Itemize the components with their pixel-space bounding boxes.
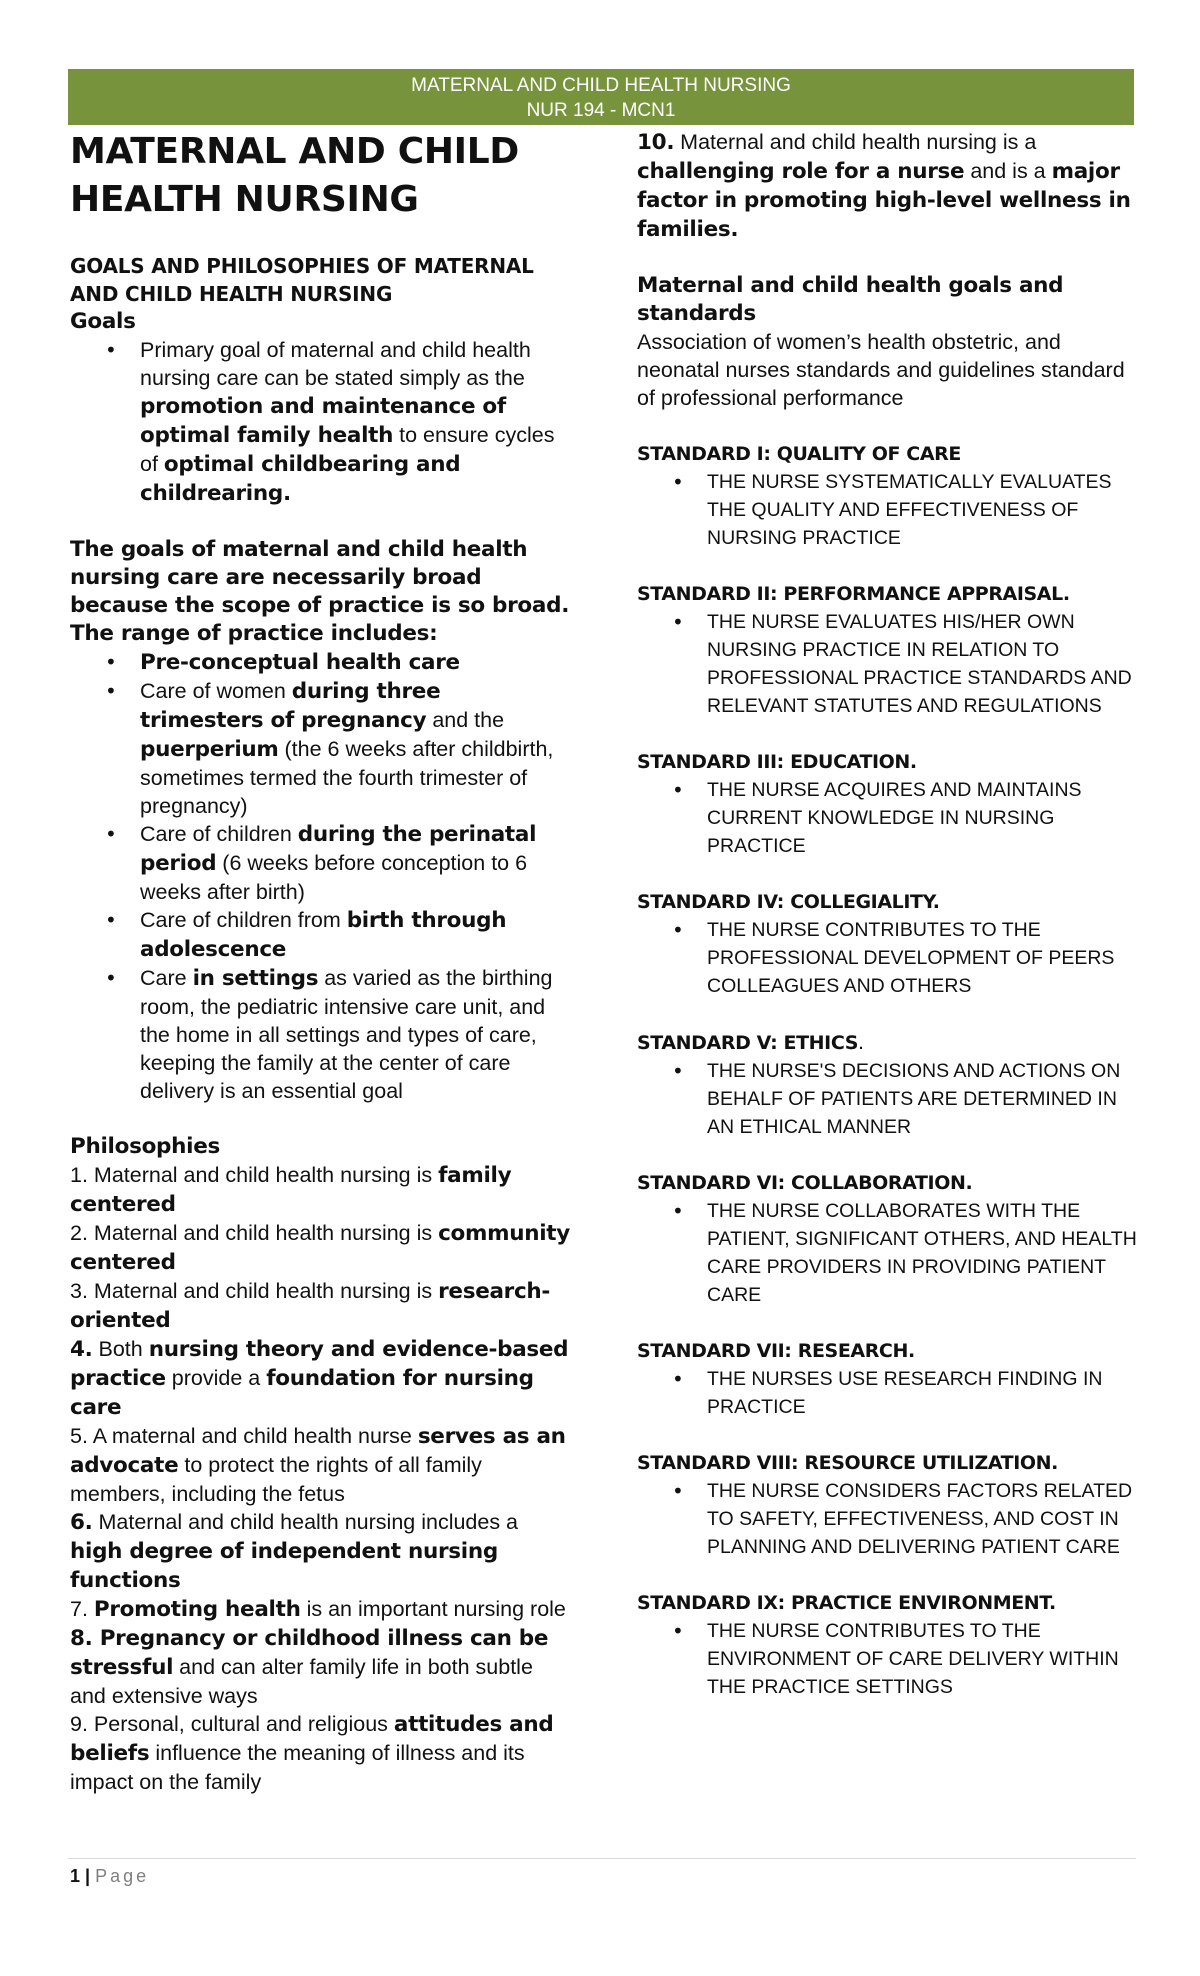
text-run: (6 weeks before conception to 6 weeks after birth) xyxy=(140,851,528,904)
standard-list xyxy=(637,916,1137,1000)
text-run: 1. Maternal and child health nursing is xyxy=(70,1163,439,1187)
text-run: Primary goal of maternal and child health nursing care can be stated simply as the xyxy=(140,338,531,390)
right-column xyxy=(637,128,1137,1701)
bold-run: birth through adolescence xyxy=(140,908,507,962)
spacer xyxy=(637,412,1137,440)
standard-list xyxy=(637,1617,1137,1701)
text-run: 3. Maternal and child health nursing is xyxy=(70,1279,439,1303)
list-item xyxy=(140,906,570,964)
list-item xyxy=(140,336,570,508)
bold-run: puerperium xyxy=(140,737,279,762)
range-intro: The goals of maternal and child health nursing care are necessarily broad because the scope of practice is so broad. The range of practice includes: xyxy=(70,537,570,646)
standard-heading: STANDARD VI: COLLABORATION. xyxy=(637,1172,973,1194)
text-run: 2. Maternal and child health nursing is xyxy=(70,1221,439,1245)
standard-heading: STANDARD VIII: RESOURCE UTILIZATION. xyxy=(637,1452,1058,1474)
philosophy-item xyxy=(637,128,1137,244)
goals-label: Goals xyxy=(70,309,136,334)
standard-list xyxy=(637,1057,1137,1141)
section-subtitle: GOALS AND PHILOSOPHIES OF MATERNAL AND CHILD HEALTH NURSING xyxy=(70,254,534,306)
philosophy-item xyxy=(70,1277,570,1335)
text-run: Care of children xyxy=(140,822,298,846)
header-course-title: MATERNAL AND CHILD HEALTH NURSING xyxy=(411,75,791,96)
spacer xyxy=(637,1309,1137,1337)
standard-list xyxy=(637,1365,1137,1421)
text-run: provide a xyxy=(165,1366,267,1390)
text-run: (the 6 weeks after childbirth, sometimes termed the fourth trimester of pregnancy) xyxy=(140,737,554,818)
text-run: 7. xyxy=(70,1597,94,1621)
spacer xyxy=(637,1421,1137,1449)
standard-list xyxy=(637,1197,1137,1309)
footer-separator: | xyxy=(80,1866,96,1886)
bold-run: community centered xyxy=(70,1221,571,1275)
standard-text: • THE NURSE SYSTEMATICALLY EVALUATES THE QUALITY AND EFFECTIVENESS OF NURSING PRACTICE xyxy=(707,468,1137,552)
spacer xyxy=(70,1105,570,1133)
standard-heading: STANDARD I: QUALITY OF CARE xyxy=(637,443,961,465)
bold-run: high degree of independent nursing functions xyxy=(70,1539,498,1593)
bold-run: Pre-conceptual health care xyxy=(140,650,460,675)
bold-run: 6. xyxy=(70,1510,93,1535)
philosophies-label: Philosophies xyxy=(70,1134,220,1159)
standard-text: • THE NURSES USE RESEARCH FINDING IN PRACTICE xyxy=(707,1365,1137,1421)
text-run: to protect the rights of all family members, including the fetus xyxy=(70,1453,482,1506)
standard-text: • THE NURSE CONSIDERS FACTORS RELATED TO SAFETY, EFFECTIVENESS, AND COST IN PLANNING AND DELIVERING PATIENT CARE xyxy=(707,1477,1137,1561)
footer-divider xyxy=(68,1858,1136,1859)
text-run: and the xyxy=(426,708,505,732)
philosophy-item xyxy=(70,1161,570,1219)
heading-period: . xyxy=(858,1030,865,1054)
spacer xyxy=(637,1000,1137,1028)
bold-run: during three trimesters of pregnancy xyxy=(140,679,441,733)
text-run: Care of children from xyxy=(140,908,347,932)
bold-run: promotion and maintenance of optimal family health xyxy=(140,394,506,448)
standard-heading: STANDARD V: ETHICS xyxy=(637,1032,859,1054)
range-of-practice-list xyxy=(70,648,570,1105)
spacer xyxy=(637,1141,1137,1169)
association-text: Association of women’s health obstetric, and neonatal nurses standards and guidelines standard of professional performance xyxy=(637,330,1125,410)
philosophy-item xyxy=(70,1219,570,1277)
bold-run: in settings xyxy=(192,966,319,991)
list-item xyxy=(140,964,570,1105)
bold-run: foundation for nursing care xyxy=(70,1366,534,1420)
spacer xyxy=(70,508,570,536)
spacer xyxy=(637,860,1137,888)
goals-list xyxy=(70,336,570,508)
text-run: and can alter family life in both subtle and extensive ways xyxy=(70,1655,533,1708)
standard-heading: STANDARD VII: RESEARCH. xyxy=(637,1340,915,1362)
standard-text: • THE NURSE EVALUATES HIS/HER OWN NURSING PRACTICE IN RELATION TO PROFESSIONAL PRACTICE STANDARDS AND RELEVANT STATUTES AND REGULATIONS xyxy=(707,608,1137,720)
list-item xyxy=(140,677,570,820)
spacer xyxy=(70,224,570,252)
page-footer xyxy=(70,1864,149,1888)
standard-text: • THE NURSE CONTRIBUTES TO THE ENVIRONMENT OF CARE DELIVERY WITHIN THE PRACTICE SETTINGS xyxy=(707,1617,1137,1701)
text-run: as varied as the birthing room, the pediatric intensive care unit, and the home in all settings and types of care, keeping the family at the center of care delivery is an essential goal xyxy=(140,966,553,1103)
text-run: Both xyxy=(92,1337,149,1361)
standard-text: • THE NURSE ACQUIRES AND MAINTAINS CURRENT KNOWLEDGE IN NURSING PRACTICE xyxy=(707,776,1137,860)
standard-heading: STANDARD IV: COLLEGIALITY. xyxy=(637,891,940,913)
text-run: Maternal and child health nursing is a xyxy=(674,130,1037,154)
standards-heading: Maternal and child health goals and standards xyxy=(637,273,1064,326)
standard-text: • THE NURSE'S DECISIONS AND ACTIONS ON BEHALF OF PATIENTS ARE DETERMINED IN AN ETHICAL MANNER xyxy=(707,1057,1137,1141)
document-title: MATERNAL AND CHILD HEALTH NURSING xyxy=(70,131,519,220)
philosophy-item xyxy=(70,1710,570,1796)
bold-run: 4. xyxy=(70,1337,93,1362)
standard-list xyxy=(637,608,1137,720)
standard-text: • THE NURSE COLLABORATES WITH THE PATIENT, SIGNIFICANT OTHERS, AND HEALTH CARE PROVIDERS IN PROVIDING PATIENT CARE xyxy=(707,1197,1137,1309)
standard-heading-line xyxy=(637,1028,1137,1057)
bold-run: during the perinatal period xyxy=(140,822,537,876)
list-item xyxy=(140,820,570,906)
bold-run: nursing theory and evidence-based practice xyxy=(70,1337,569,1391)
standard-list xyxy=(637,1477,1137,1561)
philosophy-item xyxy=(70,1508,570,1595)
philosophy-item xyxy=(70,1595,570,1624)
standard-heading: STANDARD III: EDUCATION. xyxy=(637,751,917,773)
bold-run: major factor in promoting high-level wellness in families. xyxy=(637,159,1131,242)
list-item xyxy=(140,648,570,677)
running-header xyxy=(68,69,1134,125)
text-run: is an important nursing role xyxy=(300,1597,566,1621)
bold-run: serves as an advocate xyxy=(70,1424,566,1478)
left-column xyxy=(70,128,570,1796)
bold-run: optimal childbearing and childrearing. xyxy=(140,452,461,506)
spacer xyxy=(637,552,1137,580)
text-run: influence the meaning of illness and its impact on the family xyxy=(70,1741,525,1794)
spacer xyxy=(637,720,1137,748)
standard-heading: STANDARD II: PERFORMANCE APPRAISAL. xyxy=(637,583,1070,605)
bold-run: 10. xyxy=(637,130,675,155)
standard-list xyxy=(637,468,1137,552)
philosophy-item xyxy=(70,1422,570,1508)
text-run: Maternal and child health nursing includes a xyxy=(92,1510,519,1534)
text-run: 5. A maternal and child health nurse xyxy=(70,1424,418,1448)
bold-run: Promoting health xyxy=(93,1597,301,1622)
text-run: Care xyxy=(140,966,193,990)
text-run: to ensure cycles of xyxy=(140,423,555,476)
bold-run: family centered xyxy=(70,1163,512,1217)
bold-run: attitudes and beliefs xyxy=(70,1712,554,1766)
spacer xyxy=(637,1561,1137,1589)
text-run: 9. Personal, cultural and religious xyxy=(70,1712,394,1736)
standard-text: • THE NURSE CONTRIBUTES TO THE PROFESSIONAL DEVELOPMENT OF PEERS COLLEAGUES AND OTHERS xyxy=(707,916,1137,1000)
philosophy-item xyxy=(70,1335,570,1422)
standard-heading: STANDARD IX: PRACTICE ENVIRONMENT. xyxy=(637,1592,1056,1614)
spacer xyxy=(637,244,1137,272)
bold-run: 8. Pregnancy or childhood illness can be stressful xyxy=(70,1626,549,1680)
text-run: Care of women xyxy=(140,679,292,703)
bold-run: research-oriented xyxy=(70,1279,551,1333)
page-number: 1 xyxy=(70,1866,81,1886)
header-course-code: NUR 194 - MCN1 xyxy=(526,100,676,121)
standard-list xyxy=(637,776,1137,860)
philosophy-item xyxy=(70,1624,570,1710)
page-label: Page xyxy=(95,1866,150,1886)
text-run: and is a xyxy=(964,159,1052,183)
bold-run: challenging role for a nurse xyxy=(637,159,965,184)
